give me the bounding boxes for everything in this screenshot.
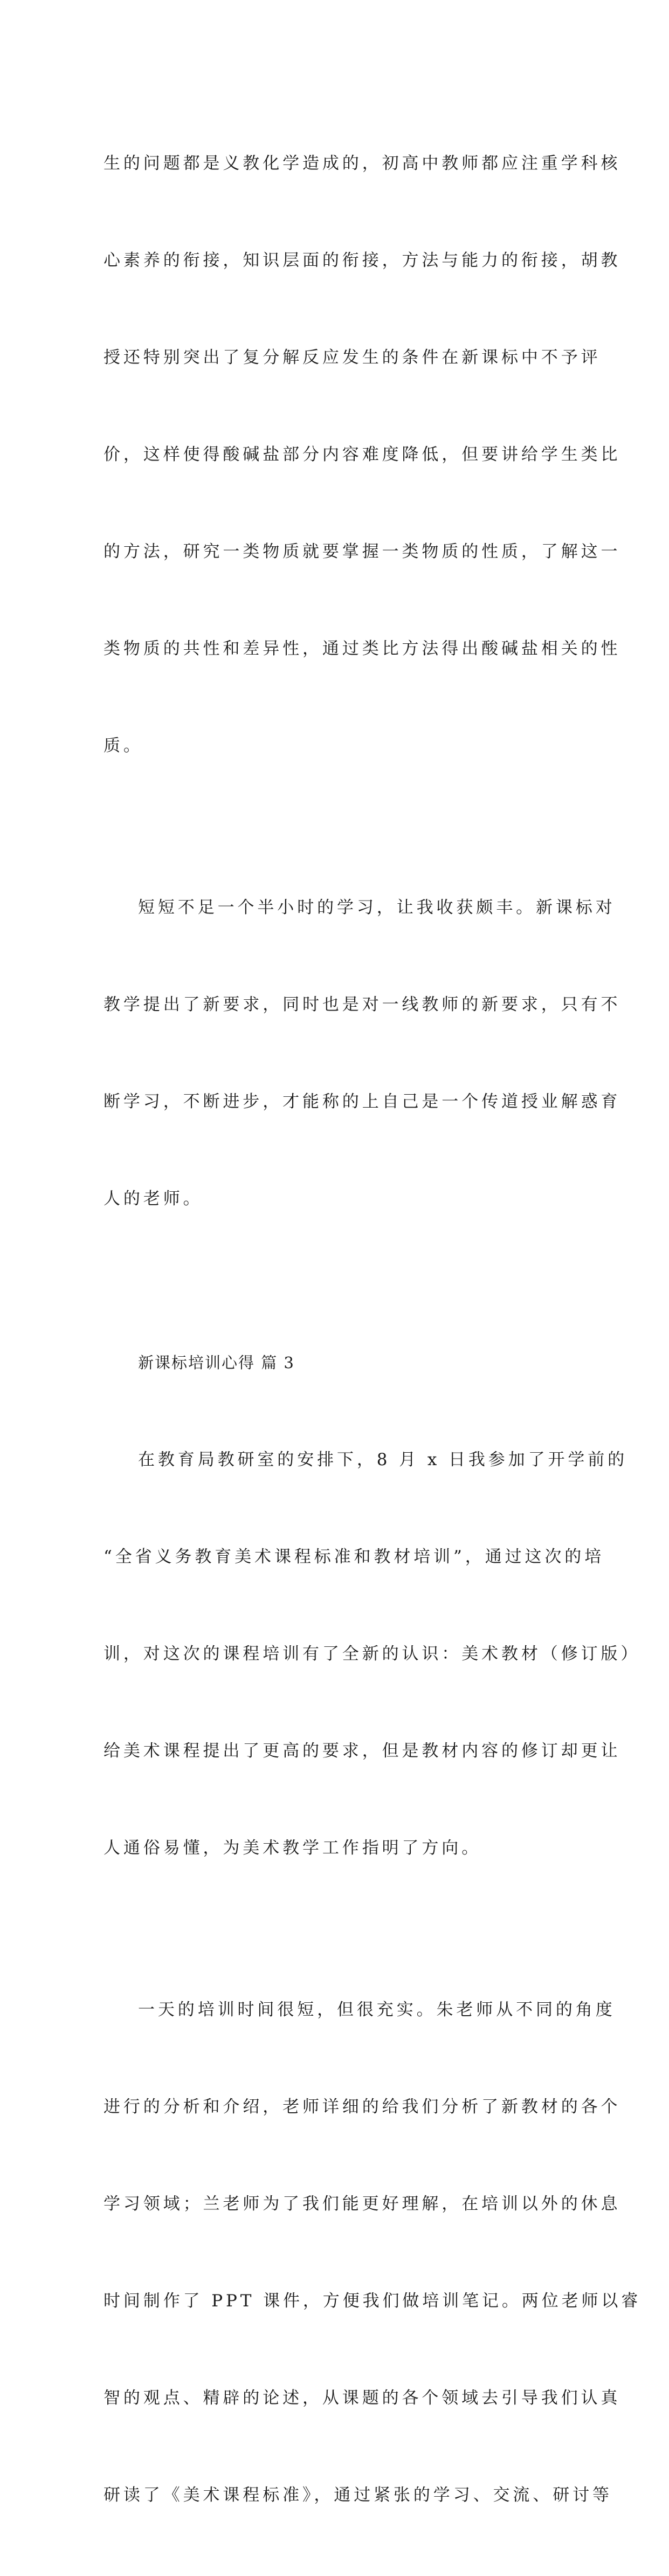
paragraph-4: [104, 1929, 642, 2576]
text-line: 质。: [104, 736, 143, 755]
paragraph-2: [104, 827, 621, 1280]
text-line: 研读了《美术课程标准》，通过紧张的学习、交流、研讨等: [104, 2485, 612, 2505]
section-gap: [104, 1280, 568, 1347]
paragraph-1: [104, 83, 621, 827]
text-line: 断学习，不断进步，才能称的上自己是一个传道授业解惑育: [104, 1092, 621, 1111]
section-heading: 新课标培训心得 篇 3: [138, 1354, 295, 1372]
text-line: 进行的分析和介绍，老师详细的给我们分析了新教材的各个: [104, 2097, 621, 2117]
text-line: 生的问题都是义教化学造成的，初高中教师都应注重学科核: [104, 154, 621, 173]
text-line: 心素养的衔接，知识层面的衔接，方法与能力的衔接，胡教: [104, 251, 621, 270]
document-body: [104, 83, 642, 2576]
text-line: 类物质的共性和差异性，通过类比方法得出酸碱盐相关的性: [104, 639, 621, 658]
text-line: 人的老师。: [104, 1189, 203, 1208]
text-line: 在教育局教研室的安排下，8 月 x 日我参加了开学前的: [138, 1450, 628, 1469]
text-line: 给美术课程提出了更高的要求，但是教材内容的修订却更让: [104, 1741, 621, 1761]
text-line: 人通俗易懂，为美术教学工作指明了方向。: [104, 1838, 482, 1858]
text-line: 教学提出了新要求，同时也是对一线教师的新要求，只有不: [104, 995, 621, 1014]
text-line: 训，对这次的课程培训有了全新的认识：美术教材（修订版）: [104, 1644, 641, 1664]
text-line: 时间制作了 PPT 课件，方便我们做培训笔记。两位老师以睿: [104, 2291, 642, 2311]
text-line: 的方法，研究一类物质就要掌握一类物质的性质，了解这一: [104, 542, 621, 561]
paragraph-3: [104, 1379, 641, 1929]
text-line: 授还特别突出了复分解反应发生的条件在新课标中不予评: [104, 348, 601, 367]
text-line: 价，这样使得酸碱盐部分内容难度降低，但要讲给学生类比: [104, 445, 621, 464]
text-line: “全省义务教育美术课程标准和教材培训”，通过这次的培: [104, 1547, 605, 1567]
text-line: 短短不足一个半小时的学习，让我收获颇丰。新课标对: [138, 898, 616, 917]
text-line: 一天的培训时间很短，但很充实。朱老师从不同的角度: [138, 2000, 616, 2019]
text-line: 学习领域；兰老师为了我们能更好理解，在培训以外的休息: [104, 2194, 621, 2214]
text-line: 智的观点、精辟的论述，从课题的各个领域去引导我们认真: [104, 2388, 621, 2408]
